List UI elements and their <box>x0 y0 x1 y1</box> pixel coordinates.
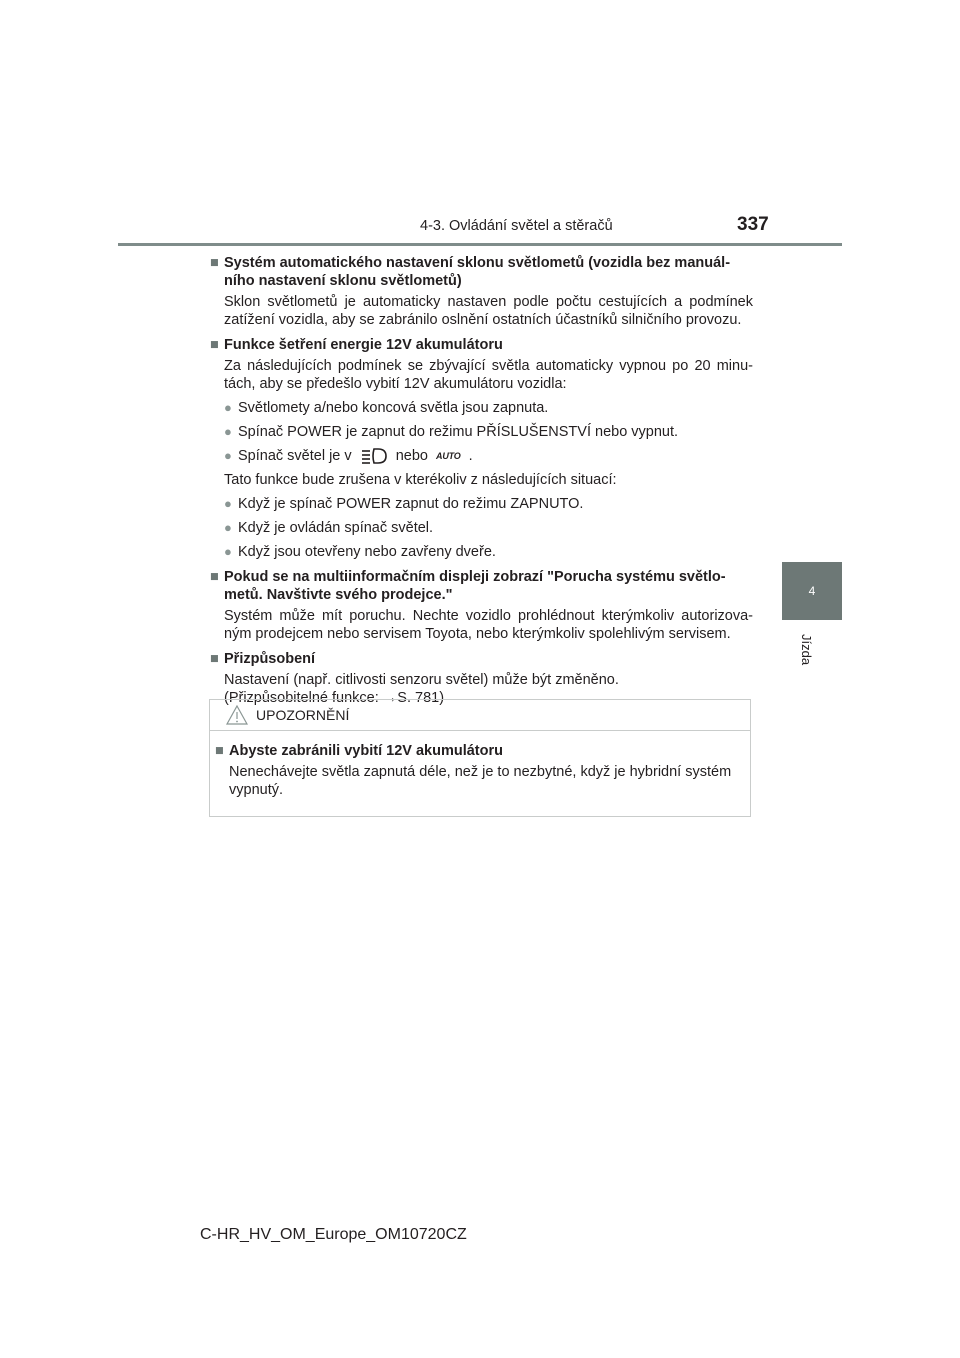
heading-text: Systém automatického nastavení sklonu světlometů (vozidla bez manuál-ního nastavení sklonu světlometů) <box>224 255 731 289</box>
paragraph-line: Nastavení (např. citlivosti senzoru světel) může být změněno. <box>224 672 619 689</box>
list-item-text: Když jsou otevřeny nebo zavřeny dveře. <box>238 544 496 561</box>
warning-title: UPOZORNĚNÍ <box>256 707 350 723</box>
paragraph: Za následujících podmínek se zbývající světla automaticky vypnou po 20 minu-tách, aby se předešlo vybití 12V akumulátoru vozidla: <box>224 358 753 392</box>
list-item <box>224 495 753 513</box>
header-divider <box>118 243 842 246</box>
auto-icon: AUTO <box>436 451 461 461</box>
list-item-text: Světlomety a/nebo koncová světla jsou zapnuta. <box>238 400 549 416</box>
warning-body <box>210 731 750 799</box>
headlight-icon <box>360 447 388 465</box>
chapter-label: Jízda <box>799 634 814 666</box>
warning-box <box>209 699 751 817</box>
bullet-icon: ● <box>224 400 232 415</box>
bullet-icon: ● <box>224 448 232 463</box>
section-title: 4-3. Ovládání světel a stěračů <box>420 218 613 234</box>
section-heading <box>210 650 753 668</box>
bullet-icon: ● <box>224 496 232 512</box>
bullet-icon: ● <box>224 424 232 439</box>
heading-text: Abyste zabránili vybití 12V akumulátoru <box>229 743 503 759</box>
list-item <box>224 423 753 441</box>
list-item <box>224 543 753 561</box>
section-heading <box>210 254 753 290</box>
paragraph: Systém může mít poruchu. Nechte vozidlo prohlédnout kterýmkoliv autorizova-ným prodejcem nebo servisem Toyota, nebo kterýmkoliv spolehlivým servisem. <box>224 608 753 643</box>
warning-triangle-icon <box>226 705 248 725</box>
page-number: 337 <box>737 214 769 235</box>
square-bullet-icon: ■ <box>210 651 219 668</box>
bullet-icon: ● <box>224 520 232 536</box>
paragraph: Sklon světlometů je automaticky nastaven podle počtu cestujících a podmínek zatížení vozidla, aby se zabránilo oslnění ostatních účastníků silničního provozu. <box>224 294 753 328</box>
square-bullet-icon: ■ <box>215 743 224 759</box>
list-item-text: nebo <box>395 448 428 464</box>
paragraph: Tato funkce bude zrušena v kterékoliv z následujících situací: <box>224 472 617 489</box>
warning-heading <box>215 742 744 760</box>
page-reference: (Přizpůsobitelné funkce: →S. 781) <box>224 690 445 707</box>
list-item-text: . <box>468 448 473 464</box>
list-item <box>224 399 753 417</box>
list-item-text: Když je ovládán spínač světel. <box>238 520 434 537</box>
list-item-text: Spínač světel je v <box>238 448 352 464</box>
section-heading <box>210 568 753 604</box>
heading-text: Funkce šetření energie 12V akumulátoru <box>224 337 503 353</box>
main-content <box>210 254 753 707</box>
chapter-number: 4 <box>808 584 816 598</box>
section-heading <box>210 336 753 354</box>
bullet-icon: ● <box>224 544 232 560</box>
square-bullet-icon: ■ <box>210 337 219 353</box>
chapter-tab <box>782 562 842 620</box>
warning-header <box>210 700 750 731</box>
document-code: C-HR_HV_OM_Europe_OM10720CZ <box>200 1226 467 1243</box>
square-bullet-icon: ■ <box>210 569 219 586</box>
heading-text: Pokud se na multiinformačním displeji zobrazí "Porucha systému světlo-metů. Navštivte svého prodejce." <box>224 569 726 604</box>
square-bullet-icon: ■ <box>210 255 219 271</box>
list-item-text: Když je spínač POWER zapnut do režimu ZAPNUTO. <box>238 496 584 513</box>
list-item <box>224 447 753 465</box>
heading-text: Přizpůsobení <box>224 651 316 668</box>
list-item-text: Spínač POWER je zapnut do režimu PŘÍSLUŠENSTVÍ nebo vypnut. <box>238 424 679 440</box>
list-item <box>224 519 753 537</box>
warning-text: Nenechávejte světla zapnutá déle, než je to nezbytné, když je hybridní systém vypnutý. <box>229 764 732 798</box>
